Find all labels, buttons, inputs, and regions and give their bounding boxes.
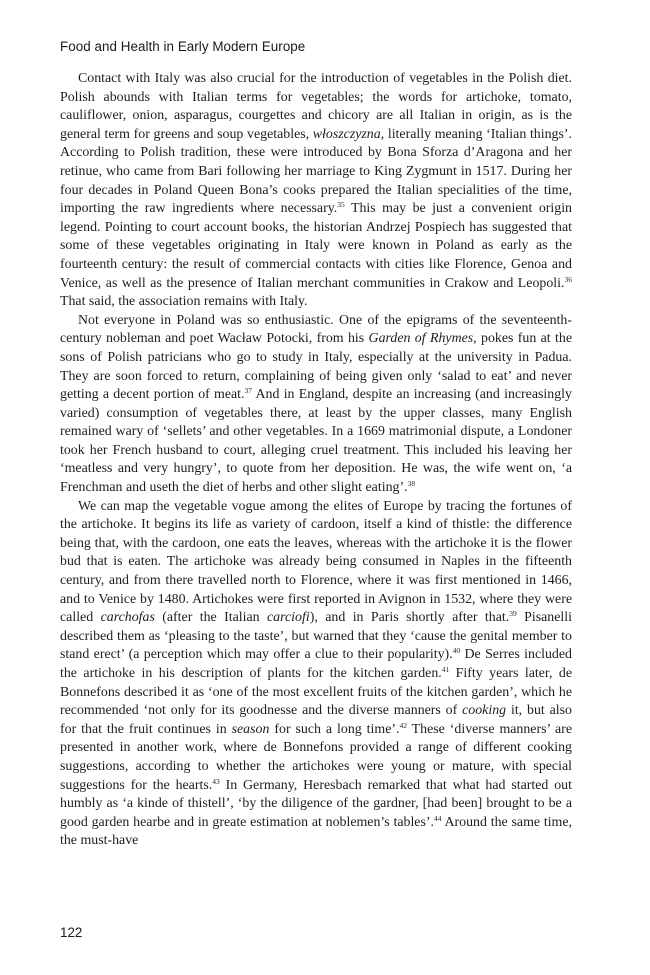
italic-run: carciofi: [267, 610, 310, 626]
text-run: Around the same time, the must-have: [60, 814, 572, 849]
text-run: De Serres included the artichoke in his description of plants for the kitchen garden.: [60, 647, 572, 681]
text-run: Fifty years later, de Bonnefons described it as ‘one of the most excellent fruits of the kitchen garden’, which he recommended ‘not only for its goodnesse and the diverse manners of: [60, 666, 572, 719]
footnote-marker: 42: [399, 720, 407, 730]
footnote-marker: 40: [452, 646, 461, 656]
text-run: These ‘diverse manners’ are presented in another work, where de Bonnefons provided a range of different cooking suggestions, according to whether the artichokes were young or mature, with special suggestions for the hearts.: [60, 721, 572, 793]
text-run: ), and in Paris shortly after that.: [309, 610, 510, 626]
footnote-marker: 41: [441, 665, 450, 674]
text-run: (after the Italian: [154, 610, 268, 626]
text-run: This may be just a convenient origin legend. Pointing to court account books, the historian Andrzej Pospiech has suggested that some of these vegetables originating in Italy were known in Poland as early as the fourteenth century: the result of commercial contacts with cities like Florence, Genoa and Venice, as well as the presence of Italian merchant communities in Crakow and Leopoli.: [60, 201, 572, 291]
italic-run: season: [231, 721, 270, 737]
italic-run: carchofas: [100, 610, 155, 626]
paragraph-2: [60, 312, 572, 498]
text-run: We can map the vegetable vogue among the elites of Europe by tracing the fortunes of the artichoke. It begins its life as variety of cardoon, itself a kind of thistle: the difference being that, with the cardoon, one eats the leaves, whereas with the artichoke it is the flower bud that is eaten. The artichoke was already being consumed in Naples in the fifteenth century, and from there travelled north to Florence, where it was first mentioned in 1466, and to Venice by 1480. Artichokes were first reported in Avignon in 1532, where they were called: [60, 498, 572, 626]
text-run: Pisanelli described them as ‘pleasing to the taste’, but warned that they ‘cause the genital member to stand erect’ (a perception which may offer a clue to their popularity).: [60, 610, 572, 663]
paragraph-3: [60, 498, 572, 851]
footnote-marker: 44: [433, 813, 442, 823]
text-run: Contact with Italy was also crucial for the introduction of vegetables in the Polish diet. Polish abounds with Italian terms for vegetables; the words for artichoke, tomato, cauliflower, onion, asparagus, courgettes and chicory are all Italian in origin, as is the general term for greens and soup vegetables,: [60, 71, 572, 142]
text-run: for such a long time’.: [269, 721, 400, 737]
italic-run: włoszczyzna: [312, 126, 381, 142]
italic-run: Garden of Rhymes: [368, 331, 474, 347]
italic-run: cooking: [462, 703, 507, 719]
body-text: [60, 70, 572, 851]
footnote-marker: 39: [509, 609, 517, 619]
text-run: , pokes fun at the sons of Polish patricians who go to study in Italy, especially at the university in Padua. They are soon forced to return, complaining of being given only ‘salad to eat’ and never getting a decent portion of meat.: [60, 331, 572, 403]
text-run: In Germany, Heresbach remarked that what had started out humbly as ‘a kinde of thistell’, ‘by the diligence of the gardner, [had been] brought to be a good garden hearbe and in greate estimation at noblemen’s tables’.: [60, 777, 572, 830]
running-head: Food and Health in Early Modern Europe: [60, 39, 306, 54]
footnote-marker: 43: [212, 776, 220, 786]
page-number: 122: [60, 925, 83, 940]
footnote-marker: 36: [564, 274, 572, 284]
text-run: it, but also for that the fruit continues in: [60, 703, 572, 737]
paragraph-1: [60, 70, 572, 312]
text-run: , literally meaning ‘Italian things’. According to Polish tradition, these were introduced by Bona Sforza d’Aragona and her retinue, who came from Bari following her marriage to King Zygmunt in 1517. During her four decades in Poland Queen Bona’s cooks prepared the Italian specialities of the time, importing the raw ingredients where necessary.: [60, 126, 572, 217]
text-run: Not everyone in Poland was so enthusiastic. One of the epigrams of the seventeenth-century nobleman and poet Wacław Potocki, from his: [60, 312, 572, 347]
footnote-marker: 38: [407, 479, 416, 489]
footnote-marker: 35: [337, 200, 345, 210]
footnote-marker: 37: [244, 386, 252, 396]
text-run: That said, the association remains with Italy.: [60, 294, 308, 310]
text-run: And in England, despite an increasing (and increasingly varied) consumption of vegetables there, at least by the upper classes, many English remained wary of ‘sellets’ and other vegetables. In a 1669 matrimonial dispute, a Londoner took her French husband to court, alleging cruel treatment. This included his leaving her ‘meatless and very hungry’, to quote from her deposition. He was, the wife went on, ‘a Frenchman and useth the diet of herbs and other slight eating’.: [60, 387, 572, 496]
